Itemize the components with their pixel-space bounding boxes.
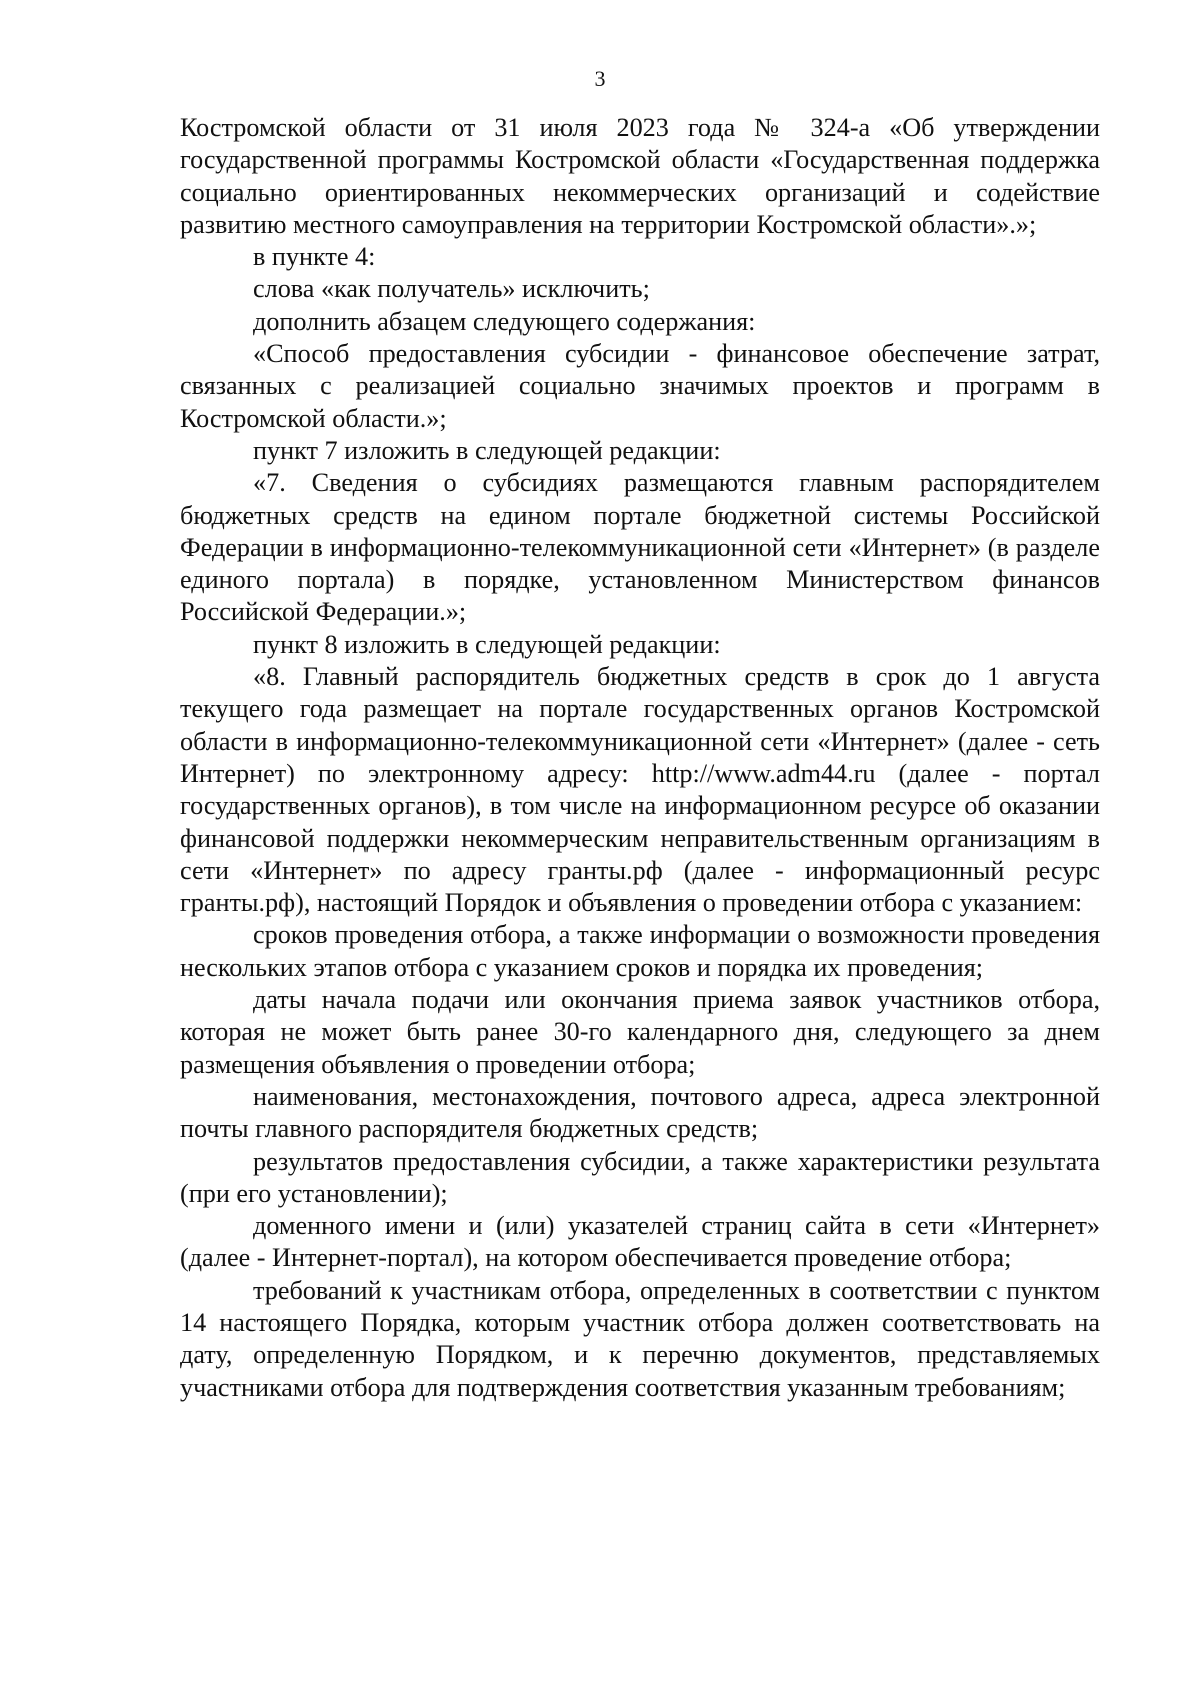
paragraph: Костромской области от 31 июля 2023 года № 324-а «Об утверждении государственной программы Костромской области «Государственная поддержка социально ориентированных некоммерческих организаций и содействие развитию местного самоуправления на территории Костромской области».»;	[180, 113, 1100, 239]
paragraph: наименования, местонахождения, почтового адреса, адреса электронной почты главного распорядителя бюджетных средств;	[180, 1081, 1100, 1144]
paragraph: доменного имени и (или) указателей страниц сайта в сети «Интернет» (далее - Интернет-портал), на котором обеспечивается проведение отбора;	[180, 1211, 1100, 1273]
paragraph: результатов предоставления субсидии, а также характеристики результата (при его установлении);	[180, 1146, 1100, 1208]
page-number: 3	[594, 66, 606, 91]
paragraph: слова «как получатель» исключить;	[253, 274, 650, 304]
paragraph: пункт 7 изложить в следующей редакции:	[253, 435, 721, 465]
paragraph: «8. Главный распорядитель бюджетных средств в срок до 1 августа текущего года размещает на портале государственных органов Костромской области в информационно-телекоммуникационной сети «Интернет» (далее - сеть Интернет) по электронному адресу: http://www.adm44.ru (далее - портал государственных органов), в том числе на информационном ресурсе об оказании финансовой поддержки некоммерческим неправительственным организациям в сети «Интернет» по адресу гранты.рф (далее - информационный ресурс гранты.рф), настоящий Порядок и объявления о проведении отбора с указанием:	[180, 662, 1100, 918]
paragraph: дополнить абзацем следующего содержания:	[253, 306, 756, 336]
paragraph: в пункте 4:	[253, 242, 376, 272]
document-body	[180, 112, 1100, 1404]
paragraph: пункт 8 изложить в следующей редакции:	[253, 629, 721, 659]
paragraph: сроков проведения отбора, а также информации о возможности проведения нескольких этапов отбора с указанием сроков и порядка их проведения;	[180, 920, 1100, 982]
paragraph: «7. Сведения о субсидиях размещаются главным распорядителем бюджетных средств на едином портале бюджетной системы Российской Федерации в информационно-телекоммуникационной сети «Интернет» (в разделе единого портала) в порядке, установленном Министерством финансов Российской Федерации.»;	[180, 468, 1100, 627]
paragraph: «Способ предоставления субсидии - финансовое обеспечение затрат, связанных с реализацией социально значимых проектов и программ в Костромской области.»;	[180, 339, 1100, 433]
paragraph: требований к участникам отбора, определенных в соответствии с пунктом 14 настоящего Порядка, которым участник отбора должен соответствовать на дату, определенную Порядком, и к перечню документов, представляемых участниками отбора для подтверждения соответствия указанным требованиям;	[180, 1275, 1100, 1402]
paragraph: даты начала подачи или окончания приема заявок участников отбора, которая не может быть ранее 30-го календарного дня, следующего за днем размещения объявления о проведении отбора;	[180, 985, 1100, 1079]
